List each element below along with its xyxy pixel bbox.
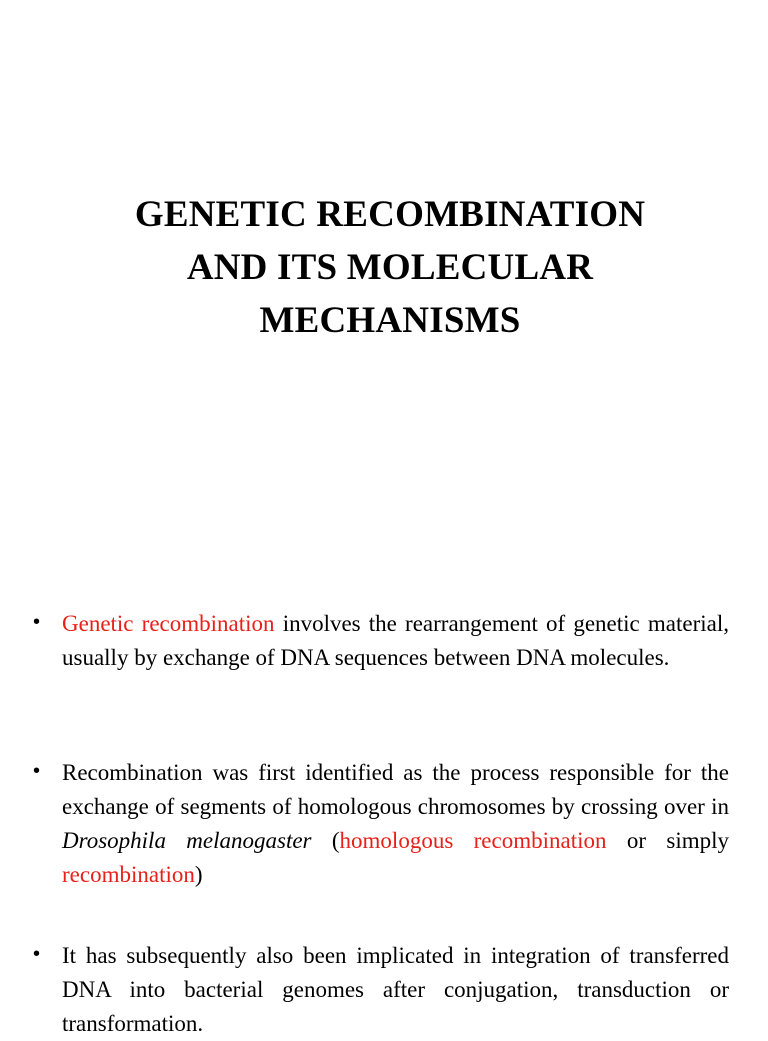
bullet-2-part-b: ( — [311, 828, 340, 853]
bullet-text-2 — [62, 756, 729, 892]
slide-title — [60, 188, 720, 347]
bullet-marker: • — [33, 611, 41, 633]
bullet-text-1 — [62, 607, 729, 675]
bullet-text-3: It has subsequently also been implicated in integration of transferred DNA into bacterial genomes after conjugation, transduction or transformation. — [62, 943, 729, 1036]
title-line-3: MECHANISMS — [259, 300, 521, 341]
bullet-1-body: involves the rearrangement of genetic material, usually by exchange of DNA sequences between DNA molecules. — [62, 611, 729, 670]
bullet-2-part-a: Recombination was first identified as the process responsible for the exchange of segments of homologous chromosomes by crossing over in — [62, 760, 729, 819]
bullet-2-part-c: or simply — [606, 828, 730, 853]
bullet-marker: • — [33, 760, 41, 782]
bullet-2-part-d: ) — [194, 862, 203, 887]
highlight-homologous-recombination: homologous recombination — [339, 828, 607, 853]
bullet-marker: • — [33, 943, 41, 965]
title-line-1: GENETIC RECOMBINATION — [134, 194, 646, 235]
highlight-genetic-recombination: Genetic recombination — [62, 611, 275, 636]
species-name: Drosophila melanogaster — [62, 828, 312, 853]
title-line-2: AND ITS MOLECULAR — [186, 247, 594, 288]
highlight-recombination: recombination — [62, 862, 195, 887]
